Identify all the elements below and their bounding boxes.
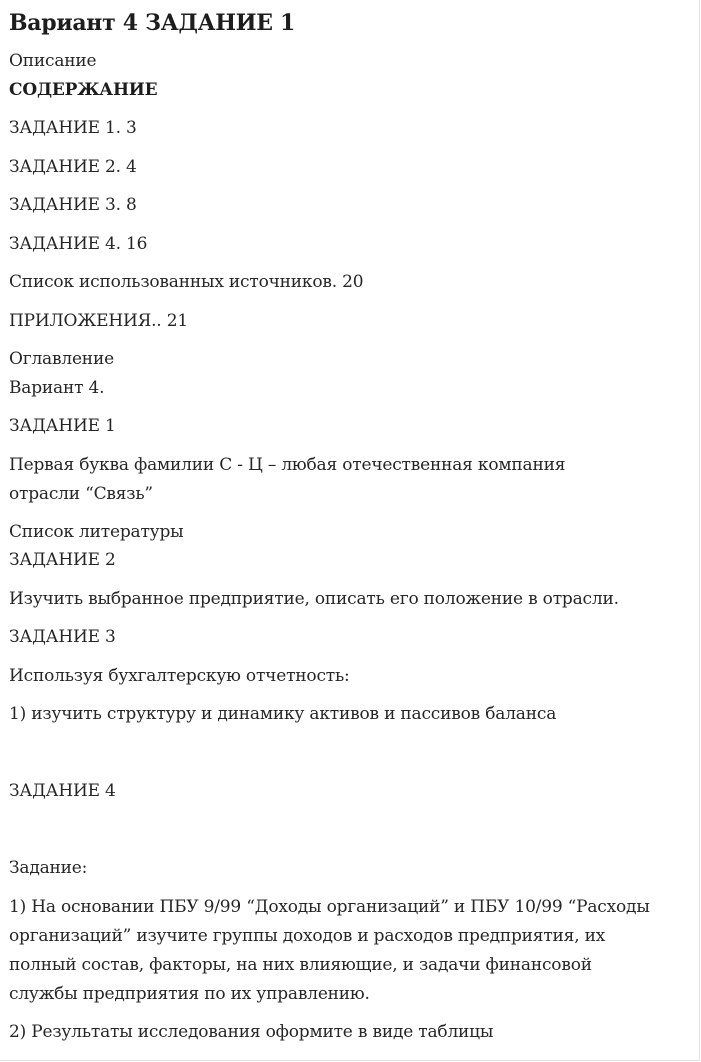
toc-item-task-3: ЗАДАНИЕ 3. 8: [9, 195, 137, 215]
literature-label: Список литературы: [9, 522, 184, 542]
toc-item-task-4: ЗАДАНИЕ 4. 16: [9, 234, 148, 254]
page-title: Вариант 4 ЗАДАНИЕ 1: [9, 10, 296, 36]
outline-label: Оглавление: [9, 349, 114, 369]
task-1-text-line-1: Первая буква фамилии С - Ц – любая отечественная компания: [9, 455, 566, 475]
task-1-text-line-2: отрасли “Связь”: [9, 484, 153, 504]
task-2-text: Изучить выбранное предприятие, описать его положение в отрасли.: [9, 589, 619, 609]
task-4-heading: ЗАДАНИЕ 4: [9, 781, 116, 801]
toc-item-appendices: ПРИЛОЖЕНИЯ.. 21: [9, 311, 188, 331]
description-label: Описание: [9, 51, 97, 71]
task-4-item-1-line-4: службы предприятия по их управлению.: [9, 984, 370, 1004]
task-3-item-1: 1) изучить структуру и динамику активов и пассивов баланса: [9, 704, 557, 724]
task-4-label: Задание:: [9, 858, 88, 878]
toc-item-task-1: ЗАДАНИЕ 1. 3: [9, 118, 137, 138]
variant-label: Вариант 4.: [9, 378, 105, 398]
toc-item-task-2: ЗАДАНИЕ 2. 4: [9, 157, 137, 177]
task-4-item-2: 2) Результаты исследования оформите в виде таблицы: [9, 1022, 494, 1042]
task-4-item-1-line-2: организаций” изучите группы доходов и расходов предприятия, их: [9, 926, 606, 946]
toc-item-sources: Список использованных источников. 20: [9, 272, 364, 292]
task-3-intro: Используя бухгалтерскую отчетность:: [9, 666, 350, 686]
contents-heading: СОДЕРЖАНИЕ: [9, 80, 158, 100]
task-3-heading: ЗАДАНИЕ 3: [9, 627, 116, 647]
task-4-item-1-line-3: полный состав, факторы, на них влияющие, и задачи финансовой: [9, 955, 592, 975]
task-1-heading: ЗАДАНИЕ 1: [9, 416, 116, 436]
task-4-item-1-line-1: 1) На основании ПБУ 9/99 “Доходы организаций” и ПБУ 10/99 “Расходы: [9, 897, 650, 917]
task-2-heading: ЗАДАНИЕ 2: [9, 550, 116, 570]
